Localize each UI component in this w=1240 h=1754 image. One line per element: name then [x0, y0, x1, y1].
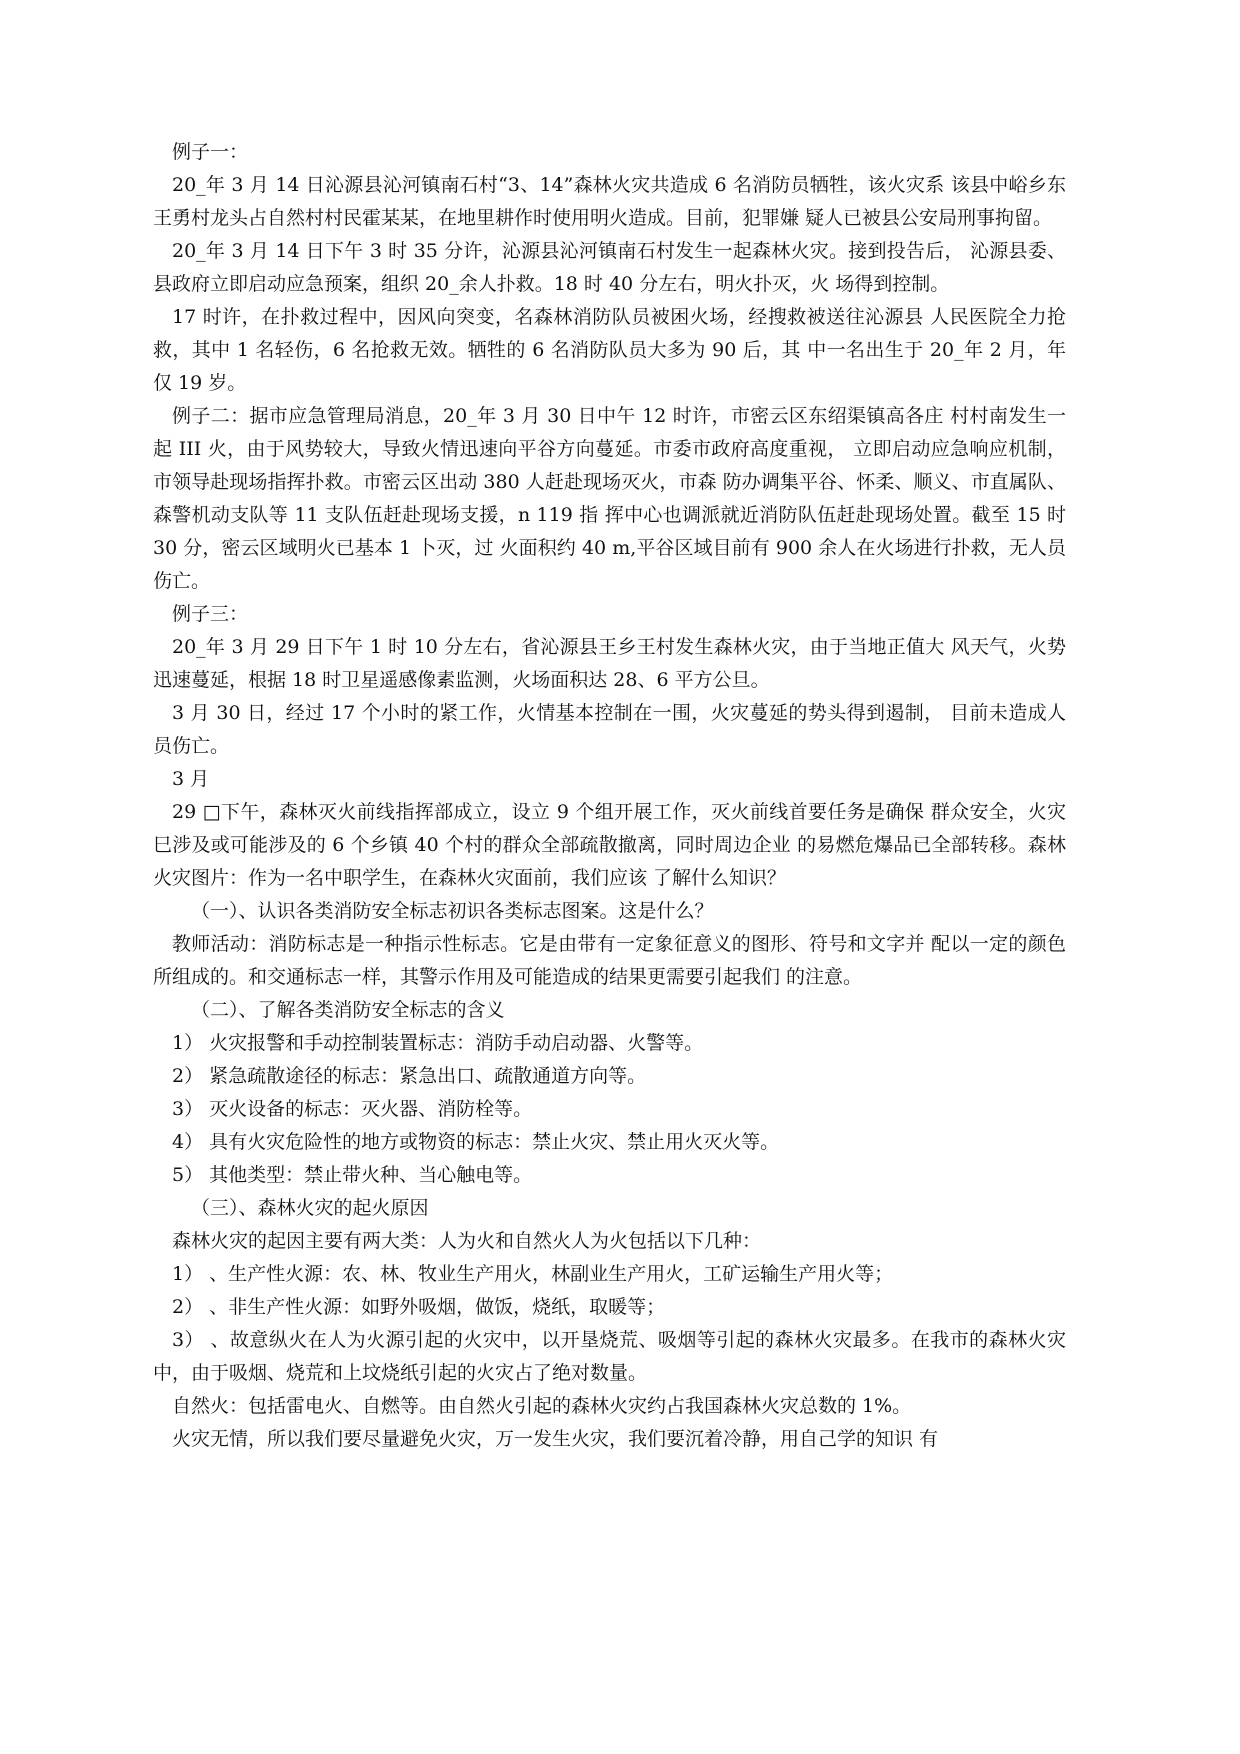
paragraph: 例子一：	[172, 141, 249, 163]
paragraph: 例子三：	[172, 603, 249, 625]
list-item: 5） 其他类型：禁止带火种、当心触电等。	[172, 1164, 533, 1186]
list-item: 2） 、非生产性火源：如野外吸烟，做饭，烧纸，取暖等；	[172, 1296, 666, 1318]
document-body	[153, 136, 1066, 1456]
paragraph: 29 □下午，森林灭火前线指挥部成立，设立 9 个组开展工作，灭火前线首要任务是确保 群众安全，火灾巳涉及或可能涉及的 6 个乡镇 40 个村的群众全部疏散撤离，同时周边企业 的易燃危爆品已全部转移。森林火灾图片：作为一名中职学生，在森林火灾面前，我们应该 了解什么知识？	[153, 801, 1066, 889]
paragraph: 3 月 30 日，经过 17 个小时的紧工作，火情基本控制在一围，火灾蔓延的势头得到遏制， 目前未造成人员伤亡。	[153, 702, 1066, 757]
section-heading: （二）、了解各类消防安全标志的含义	[191, 999, 505, 1021]
section-heading: （一）、认识各类消防安全标志初识各类标志图案。这是什么？	[191, 900, 714, 922]
paragraph: 森林火灾的起因主要有两大类：人为火和自然火人为火包括以下几种：	[172, 1230, 762, 1252]
paragraph: 3 月	[172, 768, 210, 790]
paragraph: 例子二：据市应急管理局消息，20_年 3 月 30 日中午 12 时许，市密云区东绍渠镇高各庄 村村南发生一起 III 火，由于风势较大，导致火情迅速向平谷方向蔓延。市委市政府高度重视， 立即启动应急响应机制，市领导赴现场指挥扑救。市密云区出动 380 人赶赴现场灭火，市森 防办调集平谷、怀柔、顺义、市直属队、森警机动支队等 11 支队伍赶赴现场支援，n 119 指 挥中心也调派就近消防队伍赶赴现场处置。截至 15 时 30 分，密云区域明火已基本 1 卜灭，过 火面积约 40 m,平谷区域目前有 900 余人在火场进行扑救，无人员伤亡。	[153, 405, 1066, 592]
list-item: 1） 火灾报警和手动控制装置标志：消防手动启动器、火警等。	[172, 1032, 704, 1054]
paragraph: 20_年 3 月 29 日下午 1 时 10 分左右，省沁源县王乡王村发生森林火灾，由于当地正值大 风天气，火势迅速蔓延，根据 18 时卫星遥感像素监测，火场面积达 28、6 平方公旦。	[153, 636, 1066, 691]
paragraph: 17 时许，在扑救过程中，因风向突变，名森林消防队员被困火场，经搜救被送往沁源县 人民医院全力抢救，其中 1 名轻伤，6 名抢救无效。牺牲的 6 名消防队员大多为 90 后，其 中一名出生于 20_年 2 月，年仅 19 岁。	[153, 306, 1066, 394]
paragraph: 自然火：包括雷电火、自燃等。由自然火引起的森林火灾约占我国森林火灾总数的 1%。	[172, 1395, 912, 1417]
list-item: 3） 灭火设备的标志：灭火器、消防栓等。	[172, 1098, 533, 1120]
list-item: 2） 紧急疏散途径的标志：紧急出口、疏散通道方向等。	[172, 1065, 647, 1087]
list-item: 1） 、生产性火源：农、林、牧业生产用火，林副业生产用火，工矿运输生产用火等；	[172, 1263, 894, 1285]
paragraph: 20_年 3 月 14 日下午 3 时 35 分许，沁源县沁河镇南石村发生一起森林火灾。接到投告后， 沁源县委、县政府立即启动应急预案，组织 20_余人扑救。18 时 40 分左右，明火扑灭，火 场得到控制。	[153, 240, 1066, 295]
paragraph: 火灾无情，所以我们要尽量避免火灾，万一发生火灾，我们要沉着冷静，用自己学的知识 有	[172, 1428, 939, 1450]
list-item: 4） 具有火灾危险性的地方或物资的标志：禁止火灾、禁止用火灭火等。	[172, 1131, 780, 1153]
paragraph: 20_年 3 月 14 日沁源县沁河镇南石村“3、14”森林火灾共造成 6 名消防员牺牲，该火灾系 该县中峪乡东王勇村龙头占自然村村民霍某某，在地里耕作时使用明火造成。目前，犯罪嫌 疑人已被县公安局刑事拘留。	[153, 174, 1066, 229]
section-heading: （三）、森林火灾的起火原因	[191, 1197, 429, 1219]
list-item: 3） 、故意纵火在人为火源引起的火灾中，以开垦烧荒、吸烟等引起的森林火灾最多。在我市的森林火灾中，由于吸烟、烧荒和上坟烧纸引起的火灾占了绝对数量。	[153, 1329, 1066, 1384]
paragraph: 教师活动：消防标志是一种指示性标志。它是由带有一定象征意义的图形、符号和文字并 配以一定的颜色所组成的。和交通标志一样，其警示作用及可能造成的结果更需要引起我们 的注意。	[153, 933, 1066, 988]
